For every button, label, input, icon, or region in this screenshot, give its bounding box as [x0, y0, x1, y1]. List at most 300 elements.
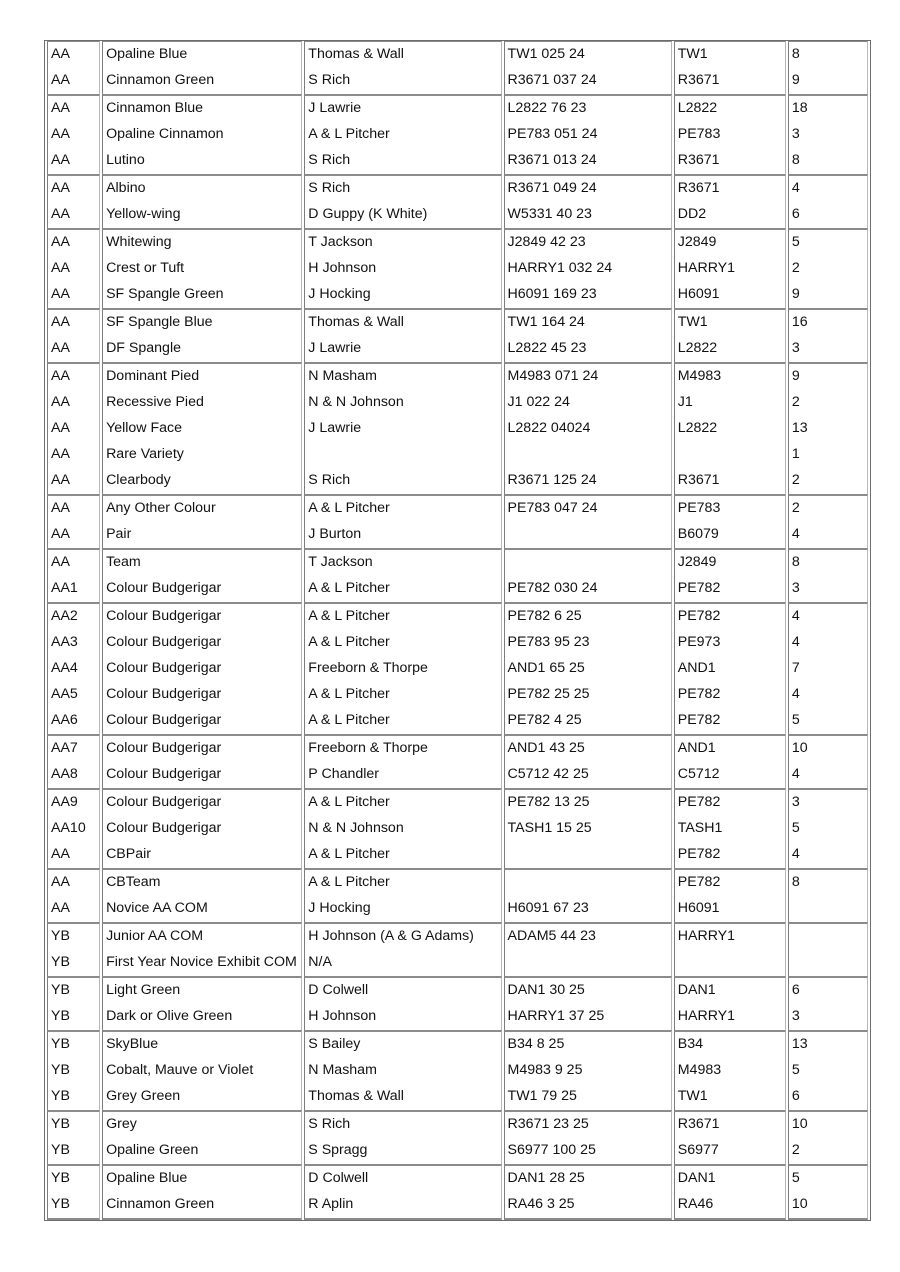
entries-count-cell: 3 [788, 336, 868, 362]
breeder-code-cell: PE973 [674, 630, 786, 656]
class-name-cell: Colour Budgerigar [102, 734, 302, 762]
table-row [47, 1110, 868, 1138]
class-name-cell: Colour Budgerigar [102, 682, 302, 708]
ring-number-cell: PE783 051 24 [504, 122, 672, 148]
class-name-cell: Yellow-wing [102, 202, 302, 228]
breeder-code-cell: S6977 [674, 1138, 786, 1164]
entries-count-cell: 2 [788, 468, 868, 494]
ring-number-cell: ADAM5 44 23 [504, 922, 672, 950]
exhibitor-cell: Freeborn & Thorpe [304, 734, 501, 762]
exhibitor-cell: H Johnson (A & G Adams) [304, 922, 501, 950]
breeder-code-cell: DAN1 [674, 976, 786, 1004]
section-cell: AA [47, 868, 100, 896]
exhibitor-cell: N Masham [304, 1058, 501, 1084]
table-row [47, 416, 868, 442]
section-cell: AA [47, 202, 100, 228]
entries-count-cell: 16 [788, 308, 868, 336]
class-name-cell: Colour Budgerigar [102, 816, 302, 842]
exhibitor-cell: Thomas & Wall [304, 41, 501, 68]
ring-number-cell: B34 8 25 [504, 1030, 672, 1058]
class-name-cell: Opaline Cinnamon [102, 122, 302, 148]
exhibitor-cell: J Burton [304, 522, 501, 548]
breeder-code-cell: HARRY1 [674, 1004, 786, 1030]
breeder-code-cell: HARRY1 [674, 256, 786, 282]
class-name-cell: Whitewing [102, 228, 302, 256]
ring-number-cell: L2822 45 23 [504, 336, 672, 362]
exhibitor-cell: S Rich [304, 148, 501, 174]
ring-number-cell: R3671 013 24 [504, 148, 672, 174]
entries-count-cell: 4 [788, 174, 868, 202]
ring-number-cell [504, 950, 672, 976]
breeder-code-cell: L2822 [674, 94, 786, 122]
class-name-cell: Cinnamon Green [102, 68, 302, 94]
results-table-body [47, 41, 868, 1220]
results-table [44, 40, 871, 1221]
entries-count-cell [788, 950, 868, 976]
section-cell: AA2 [47, 602, 100, 630]
class-name-cell: SF Spangle Green [102, 282, 302, 308]
table-row [47, 468, 868, 494]
entries-count-cell: 6 [788, 976, 868, 1004]
table-row [47, 1030, 868, 1058]
entries-count-cell: 10 [788, 1110, 868, 1138]
breeder-code-cell: B6079 [674, 522, 786, 548]
ring-number-cell: M4983 071 24 [504, 362, 672, 390]
exhibitor-cell: D Colwell [304, 1164, 501, 1192]
breeder-code-cell [674, 442, 786, 468]
exhibitor-cell: A & L Pitcher [304, 602, 501, 630]
entries-count-cell: 1 [788, 442, 868, 468]
table-row [47, 390, 868, 416]
ring-number-cell: TW1 025 24 [504, 41, 672, 68]
ring-number-cell [504, 442, 672, 468]
breeder-code-cell: L2822 [674, 416, 786, 442]
ring-number-cell: PE783 047 24 [504, 494, 672, 522]
table-row [47, 122, 868, 148]
entries-count-cell: 5 [788, 1058, 868, 1084]
class-name-cell: Recessive Pied [102, 390, 302, 416]
entries-count-cell: 10 [788, 734, 868, 762]
entries-count-cell: 18 [788, 94, 868, 122]
section-cell: AA [47, 308, 100, 336]
class-name-cell: Any Other Colour [102, 494, 302, 522]
section-cell: AA [47, 336, 100, 362]
ring-number-cell: W5331 40 23 [504, 202, 672, 228]
entries-count-cell: 5 [788, 1164, 868, 1192]
table-row [47, 1004, 868, 1030]
table-row [47, 282, 868, 308]
section-cell: AA1 [47, 576, 100, 602]
class-name-cell: Cinnamon Green [102, 1192, 302, 1220]
exhibitor-cell: A & L Pitcher [304, 630, 501, 656]
entries-count-cell: 9 [788, 68, 868, 94]
table-row [47, 336, 868, 362]
section-cell: YB [47, 922, 100, 950]
entries-count-cell: 2 [788, 390, 868, 416]
table-row [47, 1058, 868, 1084]
exhibitor-cell: Thomas & Wall [304, 308, 501, 336]
section-cell: AA [47, 442, 100, 468]
table-row [47, 950, 868, 976]
class-name-cell: Colour Budgerigar [102, 762, 302, 788]
breeder-code-cell: DAN1 [674, 1164, 786, 1192]
class-name-cell: DF Spangle [102, 336, 302, 362]
section-cell: YB [47, 1110, 100, 1138]
entries-count-cell: 7 [788, 656, 868, 682]
class-name-cell: Albino [102, 174, 302, 202]
breeder-code-cell: PE782 [674, 602, 786, 630]
breeder-code-cell: TW1 [674, 308, 786, 336]
table-row [47, 576, 868, 602]
class-name-cell: Colour Budgerigar [102, 656, 302, 682]
section-cell: YB [47, 1084, 100, 1110]
exhibitor-cell: S Rich [304, 174, 501, 202]
entries-count-cell: 4 [788, 602, 868, 630]
table-row [47, 734, 868, 762]
ring-number-cell: AND1 65 25 [504, 656, 672, 682]
entries-count-cell: 3 [788, 122, 868, 148]
exhibitor-cell: A & L Pitcher [304, 682, 501, 708]
exhibitor-cell: N & N Johnson [304, 816, 501, 842]
entries-count-cell: 4 [788, 522, 868, 548]
breeder-code-cell: TASH1 [674, 816, 786, 842]
breeder-code-cell: RA46 [674, 1192, 786, 1220]
exhibitor-cell: S Spragg [304, 1138, 501, 1164]
exhibitor-cell: A & L Pitcher [304, 788, 501, 816]
class-name-cell: Yellow Face [102, 416, 302, 442]
breeder-code-cell [674, 950, 786, 976]
class-name-cell: SkyBlue [102, 1030, 302, 1058]
exhibitor-cell: N & N Johnson [304, 390, 501, 416]
entries-count-cell: 4 [788, 762, 868, 788]
breeder-code-cell: M4983 [674, 362, 786, 390]
ring-number-cell: PE782 4 25 [504, 708, 672, 734]
class-name-cell: Colour Budgerigar [102, 576, 302, 602]
table-row [47, 602, 868, 630]
class-name-cell: CBPair [102, 842, 302, 868]
exhibitor-cell: A & L Pitcher [304, 842, 501, 868]
breeder-code-cell: PE782 [674, 788, 786, 816]
table-row [47, 41, 868, 68]
entries-count-cell: 2 [788, 1138, 868, 1164]
class-name-cell: Team [102, 548, 302, 576]
section-cell: AA [47, 256, 100, 282]
section-cell: YB [47, 1030, 100, 1058]
exhibitor-cell: N Masham [304, 362, 501, 390]
ring-number-cell: TW1 79 25 [504, 1084, 672, 1110]
section-cell: AA [47, 41, 100, 68]
entries-count-cell: 3 [788, 576, 868, 602]
table-row [47, 1192, 868, 1220]
section-cell: YB [47, 1004, 100, 1030]
class-name-cell: Dark or Olive Green [102, 1004, 302, 1030]
breeder-code-cell: PE782 [674, 868, 786, 896]
exhibitor-cell: H Johnson [304, 256, 501, 282]
class-name-cell: Cinnamon Blue [102, 94, 302, 122]
class-name-cell: Colour Budgerigar [102, 788, 302, 816]
ring-number-cell: DAN1 30 25 [504, 976, 672, 1004]
class-name-cell: Crest or Tuft [102, 256, 302, 282]
class-name-cell: Clearbody [102, 468, 302, 494]
ring-number-cell: J1 022 24 [504, 390, 672, 416]
entries-count-cell: 6 [788, 202, 868, 228]
breeder-code-cell: TW1 [674, 41, 786, 68]
table-row [47, 148, 868, 174]
entries-count-cell: 9 [788, 282, 868, 308]
breeder-code-cell: AND1 [674, 734, 786, 762]
section-cell: YB [47, 1058, 100, 1084]
breeder-code-cell: AND1 [674, 656, 786, 682]
exhibitor-cell: S Rich [304, 468, 501, 494]
exhibitor-cell: T Jackson [304, 548, 501, 576]
section-cell: YB [47, 976, 100, 1004]
entries-count-cell: 5 [788, 228, 868, 256]
entries-count-cell: 3 [788, 1004, 868, 1030]
class-name-cell: Opaline Blue [102, 41, 302, 68]
breeder-code-cell: L2822 [674, 336, 786, 362]
entries-count-cell: 3 [788, 788, 868, 816]
breeder-code-cell: PE783 [674, 122, 786, 148]
class-name-cell: SF Spangle Blue [102, 308, 302, 336]
exhibitor-cell: A & L Pitcher [304, 576, 501, 602]
section-cell: AA [47, 122, 100, 148]
section-cell: AA6 [47, 708, 100, 734]
breeder-code-cell: R3671 [674, 468, 786, 494]
class-name-cell: Novice AA COM [102, 896, 302, 922]
class-name-cell: Pair [102, 522, 302, 548]
class-name-cell: CBTeam [102, 868, 302, 896]
ring-number-cell [504, 842, 672, 868]
exhibitor-cell: J Hocking [304, 896, 501, 922]
breeder-code-cell: R3671 [674, 148, 786, 174]
exhibitor-cell: R Aplin [304, 1192, 501, 1220]
entries-count-cell: 4 [788, 842, 868, 868]
section-cell: AA4 [47, 656, 100, 682]
breeder-code-cell: B34 [674, 1030, 786, 1058]
class-name-cell: Colour Budgerigar [102, 630, 302, 656]
class-name-cell: Grey [102, 1110, 302, 1138]
table-row [47, 682, 868, 708]
entries-count-cell: 5 [788, 816, 868, 842]
breeder-code-cell: J2849 [674, 228, 786, 256]
exhibitor-cell: P Chandler [304, 762, 501, 788]
table-row [47, 522, 868, 548]
table-row [47, 174, 868, 202]
ring-number-cell: R3671 125 24 [504, 468, 672, 494]
exhibitor-cell: H Johnson [304, 1004, 501, 1030]
table-row [47, 896, 868, 922]
table-row [47, 922, 868, 950]
breeder-code-cell: R3671 [674, 1110, 786, 1138]
table-row [47, 976, 868, 1004]
ring-number-cell: R3671 037 24 [504, 68, 672, 94]
breeder-code-cell: PE782 [674, 842, 786, 868]
class-name-cell: Rare Variety [102, 442, 302, 468]
table-row [47, 708, 868, 734]
class-name-cell: Junior AA COM [102, 922, 302, 950]
table-row [47, 494, 868, 522]
exhibitor-cell: J Hocking [304, 282, 501, 308]
ring-number-cell: C5712 42 25 [504, 762, 672, 788]
ring-number-cell: M4983 9 25 [504, 1058, 672, 1084]
section-cell: AA [47, 282, 100, 308]
breeder-code-cell: PE782 [674, 708, 786, 734]
ring-number-cell [504, 548, 672, 576]
table-row [47, 94, 868, 122]
section-cell: AA [47, 548, 100, 576]
entries-count-cell: 2 [788, 494, 868, 522]
breeder-code-cell: PE782 [674, 576, 786, 602]
table-row [47, 256, 868, 282]
table-row [47, 202, 868, 228]
table-row [47, 762, 868, 788]
class-name-cell: Colour Budgerigar [102, 602, 302, 630]
exhibitor-cell [304, 442, 501, 468]
section-cell: AA [47, 494, 100, 522]
exhibitor-cell: T Jackson [304, 228, 501, 256]
exhibitor-cell: J Lawrie [304, 416, 501, 442]
breeder-code-cell: TW1 [674, 1084, 786, 1110]
ring-number-cell: PE782 25 25 [504, 682, 672, 708]
table-row [47, 548, 868, 576]
exhibitor-cell: J Lawrie [304, 336, 501, 362]
class-name-cell: Light Green [102, 976, 302, 1004]
entries-count-cell: 5 [788, 708, 868, 734]
exhibitor-cell: D Guppy (K White) [304, 202, 501, 228]
table-row [47, 228, 868, 256]
entries-count-cell: 8 [788, 868, 868, 896]
section-cell: AA [47, 842, 100, 868]
table-row [47, 442, 868, 468]
breeder-code-cell: PE783 [674, 494, 786, 522]
breeder-code-cell: PE782 [674, 682, 786, 708]
section-cell: AA [47, 522, 100, 548]
breeder-code-cell: H6091 [674, 896, 786, 922]
ring-number-cell: PE782 13 25 [504, 788, 672, 816]
ring-number-cell: PE783 95 23 [504, 630, 672, 656]
entries-count-cell: 9 [788, 362, 868, 390]
table-row [47, 842, 868, 868]
ring-number-cell: H6091 169 23 [504, 282, 672, 308]
section-cell: YB [47, 1192, 100, 1220]
ring-number-cell: S6977 100 25 [504, 1138, 672, 1164]
exhibitor-cell: A & L Pitcher [304, 122, 501, 148]
ring-number-cell: J2849 42 23 [504, 228, 672, 256]
entries-count-cell: 8 [788, 41, 868, 68]
table-row [47, 1138, 868, 1164]
ring-number-cell: L2822 76 23 [504, 94, 672, 122]
class-name-cell: Dominant Pied [102, 362, 302, 390]
ring-number-cell: RA46 3 25 [504, 1192, 672, 1220]
table-row [47, 68, 868, 94]
section-cell: AA [47, 174, 100, 202]
ring-number-cell: PE782 6 25 [504, 602, 672, 630]
class-name-cell: Grey Green [102, 1084, 302, 1110]
section-cell: AA [47, 896, 100, 922]
class-name-cell: Opaline Green [102, 1138, 302, 1164]
table-row [47, 308, 868, 336]
section-cell: AA5 [47, 682, 100, 708]
section-cell: AA [47, 94, 100, 122]
exhibitor-cell: N/A [304, 950, 501, 976]
ring-number-cell: HARRY1 032 24 [504, 256, 672, 282]
ring-number-cell: TW1 164 24 [504, 308, 672, 336]
table-row [47, 362, 868, 390]
entries-count-cell: 8 [788, 148, 868, 174]
section-cell: AA [47, 416, 100, 442]
breeder-code-cell: C5712 [674, 762, 786, 788]
table-row [47, 1084, 868, 1110]
exhibitor-cell: Freeborn & Thorpe [304, 656, 501, 682]
document-page [44, 40, 872, 1221]
exhibitor-cell: A & L Pitcher [304, 708, 501, 734]
ring-number-cell: PE782 030 24 [504, 576, 672, 602]
breeder-code-cell: R3671 [674, 68, 786, 94]
ring-number-cell: DAN1 28 25 [504, 1164, 672, 1192]
entries-count-cell [788, 922, 868, 950]
exhibitor-cell: Thomas & Wall [304, 1084, 501, 1110]
entries-count-cell: 2 [788, 256, 868, 282]
section-cell: AA10 [47, 816, 100, 842]
exhibitor-cell: S Rich [304, 1110, 501, 1138]
exhibitor-cell: A & L Pitcher [304, 494, 501, 522]
ring-number-cell: TASH1 15 25 [504, 816, 672, 842]
breeder-code-cell: R3671 [674, 174, 786, 202]
ring-number-cell [504, 522, 672, 548]
exhibitor-cell: S Bailey [304, 1030, 501, 1058]
section-cell: AA [47, 390, 100, 416]
entries-count-cell: 4 [788, 682, 868, 708]
table-row [47, 656, 868, 682]
table-row [47, 1164, 868, 1192]
breeder-code-cell: M4983 [674, 1058, 786, 1084]
class-name-cell: Cobalt, Mauve or Violet [102, 1058, 302, 1084]
entries-count-cell: 6 [788, 1084, 868, 1110]
class-name-cell: Opaline Blue [102, 1164, 302, 1192]
ring-number-cell: R3671 23 25 [504, 1110, 672, 1138]
breeder-code-cell: J2849 [674, 548, 786, 576]
ring-number-cell: H6091 67 23 [504, 896, 672, 922]
class-name-cell: First Year Novice Exhibit COM [102, 950, 302, 976]
exhibitor-cell: D Colwell [304, 976, 501, 1004]
exhibitor-cell: S Rich [304, 68, 501, 94]
class-name-cell: Colour Budgerigar [102, 708, 302, 734]
section-cell: YB [47, 950, 100, 976]
ring-number-cell: AND1 43 25 [504, 734, 672, 762]
ring-number-cell: HARRY1 37 25 [504, 1004, 672, 1030]
entries-count-cell: 10 [788, 1192, 868, 1220]
ring-number-cell: L2822 04024 [504, 416, 672, 442]
section-cell: AA [47, 362, 100, 390]
entries-count-cell: 8 [788, 548, 868, 576]
ring-number-cell [504, 868, 672, 896]
exhibitor-cell: J Lawrie [304, 94, 501, 122]
breeder-code-cell: H6091 [674, 282, 786, 308]
breeder-code-cell: DD2 [674, 202, 786, 228]
table-row [47, 816, 868, 842]
section-cell: AA [47, 468, 100, 494]
table-row [47, 630, 868, 656]
section-cell: AA3 [47, 630, 100, 656]
section-cell: AA9 [47, 788, 100, 816]
table-row [47, 868, 868, 896]
breeder-code-cell: J1 [674, 390, 786, 416]
class-name-cell: Lutino [102, 148, 302, 174]
entries-count-cell: 4 [788, 630, 868, 656]
section-cell: AA7 [47, 734, 100, 762]
section-cell: YB [47, 1164, 100, 1192]
section-cell: AA [47, 228, 100, 256]
